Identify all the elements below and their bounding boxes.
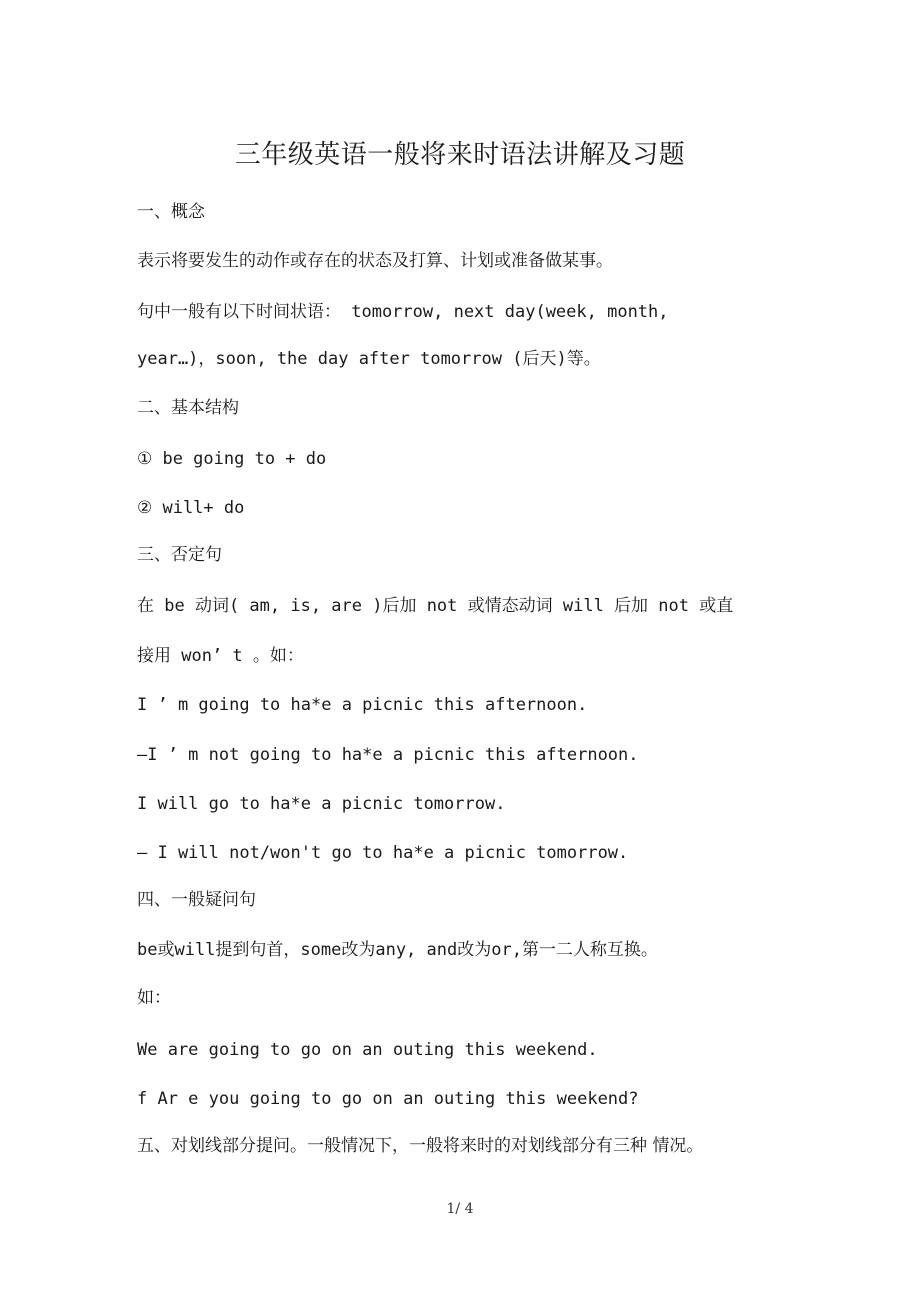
paragraph-line: 接用 won’ t 。如： — [137, 646, 304, 666]
paragraph-line: 如： — [137, 988, 171, 1008]
section-heading-negative: 三、否定句 — [137, 545, 222, 565]
section-heading-question: 四、一般疑问句 — [137, 890, 256, 910]
example-sentence: —I ’ m not going to ha*e a picnic this afternoon. — [137, 745, 639, 765]
document-title: 三年级英语一般将来时语法讲解及习题 — [234, 140, 686, 170]
example-sentence: f Ar e you going to go on an outing this weekend? — [137, 1089, 639, 1109]
paragraph-line: year…)，soon, the day after tomorrow (后天)等。 — [137, 349, 601, 369]
example-sentence: I will go to ha*e a picnic tomorrow. — [137, 794, 506, 814]
paragraph-line: 句中一般有以下时间状语： tomorrow, next day(week, month, — [137, 302, 669, 322]
section-heading-wh-question: 五、对划线部分提问。一般情况下，一般将来时的对划线部分有三种 情况。 — [137, 1136, 704, 1156]
example-sentence: I ’ m going to ha*e a picnic this afternoon. — [137, 695, 588, 715]
structure-item-1: ① be going to + do — [137, 449, 327, 469]
example-sentence: We are going to go on an outing this weekend. — [137, 1040, 598, 1060]
page-number: 1/ 4 — [446, 1201, 474, 1217]
paragraph-line: 表示将要发生的动作或存在的状态及打算、计划或准备做某事。 — [137, 251, 613, 271]
section-heading-concept: 一、概念 — [137, 202, 205, 222]
paragraph-line: 在 be 动词( am, is, are )后加 not 或情态动词 will 后加 not 或直 — [137, 596, 734, 616]
section-heading-structure: 二、基本结构 — [137, 398, 239, 418]
structure-item-2: ② will+ do — [137, 498, 245, 518]
paragraph-line: be或will提到句首，some改为any, and改为or,第一二人称互换。 — [137, 940, 658, 960]
example-sentence: — I will not/won't go to ha*e a picnic tomorrow. — [137, 843, 629, 863]
